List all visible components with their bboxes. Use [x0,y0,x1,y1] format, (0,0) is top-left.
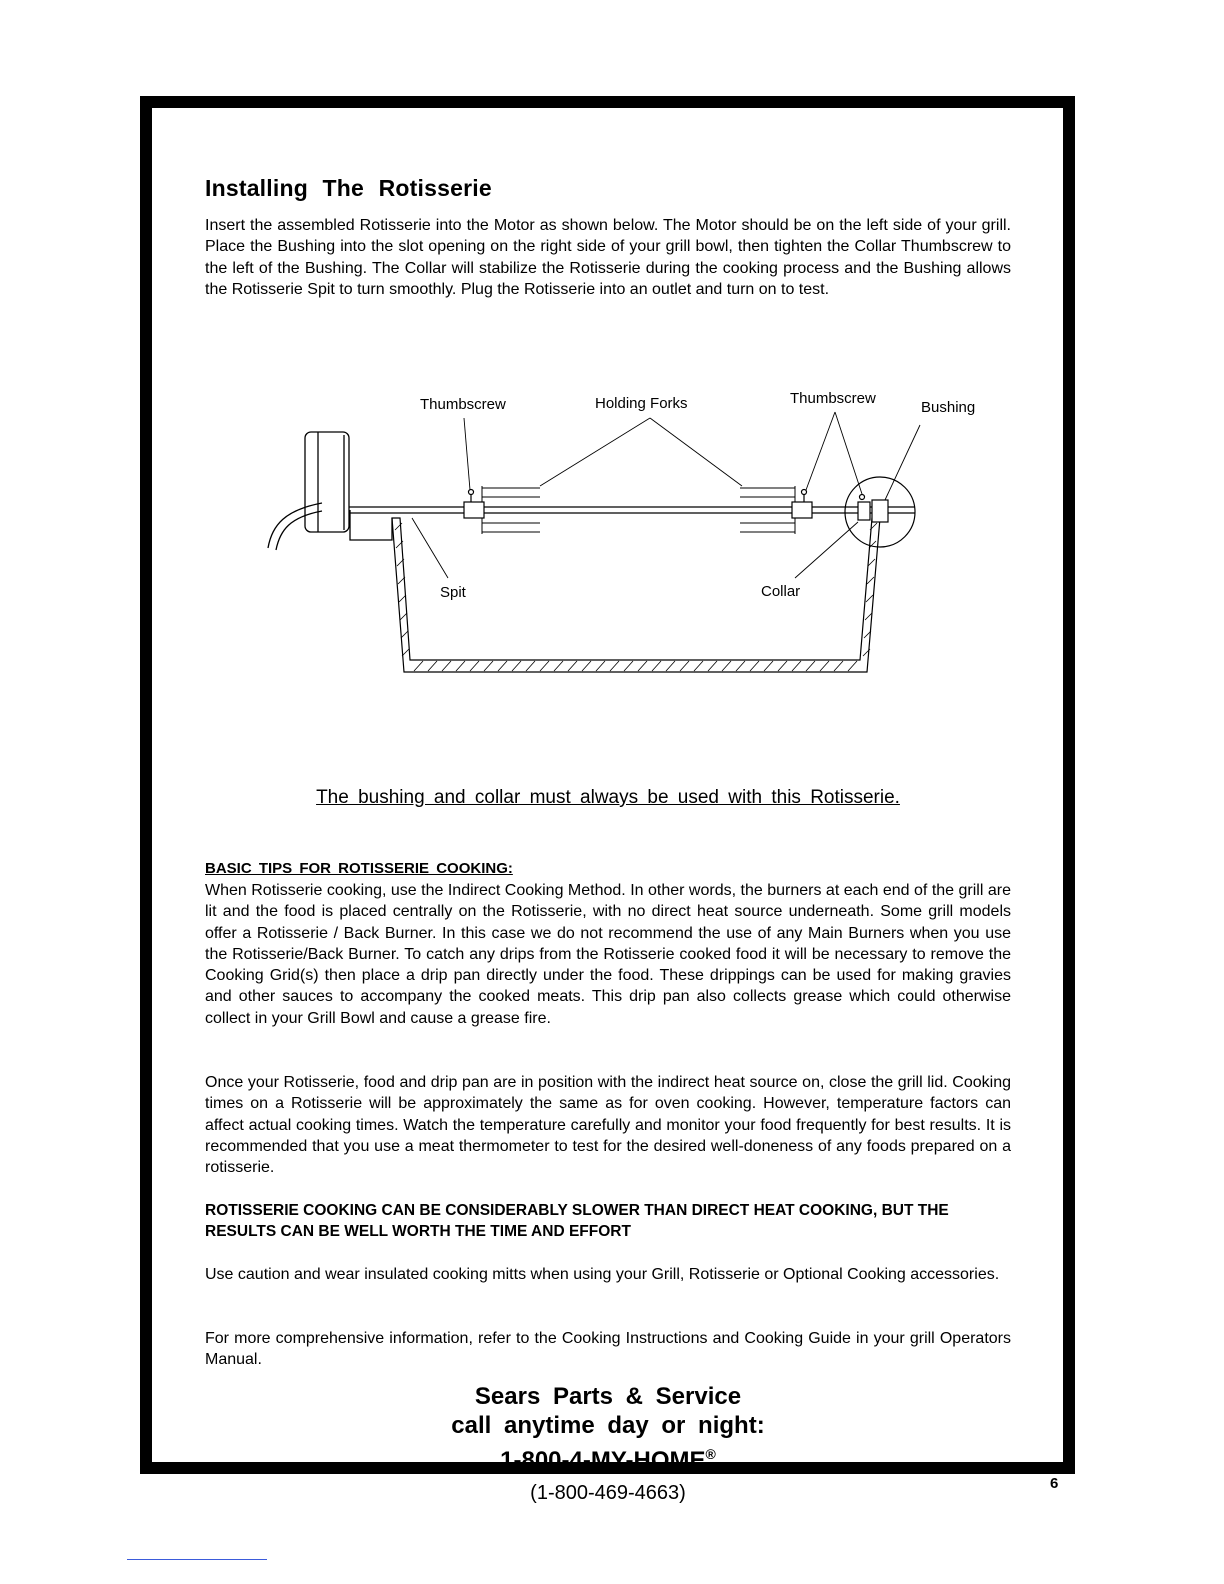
motor [268,432,392,550]
bowl-hatch-mark [442,661,451,671]
holding-forks [482,486,795,534]
label-collar: Collar [761,583,801,600]
bowl-hatch-mark [750,661,759,671]
service-phone-numeric: (1-800-469-4663) [530,1482,686,1504]
bowl-hatch-mark [526,661,535,671]
bowl-hatch-mark [652,661,661,671]
tips-paragraph-3: Use caution and wear insulated cooking mitts when using your Grill, Rotisserie or Optional Cooking accessories. [205,1266,1000,1283]
bowl-hatch-mark [582,661,591,671]
bowl-hatch-mark [610,661,619,671]
bowl-hatch-mark [666,661,675,671]
bowl-hatch-mark [484,661,493,671]
page-title: Installing The Rotisserie [205,175,492,201]
label-spit: Spit [440,584,466,601]
label-thumbscrew-right: Thumbscrew [790,390,876,407]
service-phone-line [205,1440,1011,1475]
bowl-hatch-mark [512,661,521,671]
bowl-hatch-mark [414,661,423,671]
service-line-1: Sears Parts & Service [474,1383,742,1410]
intro-paragraph: Insert the assembled Rotisserie into the Motor as shown below. The Motor should be on the left side of your grill. Place the Bushing into the slot opening on the right side of your grill bowl, then tighten the Collar Thumbscrew to the left of the Bushing. The Collar will stabilize the Rotisserie during the cooking process and the Bushing allows the Rotisserie Spit to turn smoothly. Plug the Rotisserie into an outlet and turn on to test. [205,217,1011,298]
collar-left [464,490,484,519]
tips-paragraph-4: For more comprehensive information, refer to the Cooking Instructions and Cooking Guide in your grill Operators Manual. [205,1330,1011,1369]
bowl-hatch-mark [820,661,829,671]
bowl-hatch-mark [764,661,773,671]
bowl-hatch-mark [848,661,857,671]
bowl-hatch-mark [498,661,507,671]
leader-lines [412,412,920,578]
bowl-hatch-mark [792,661,801,671]
page-number: 6 [1050,1475,1059,1492]
footnote-rule [127,1559,267,1560]
bowl-hatch-mark [806,661,815,671]
warning-note: The bushing and collar must always be used with this Rotisserie. [316,787,900,808]
service-phone: 1-800-4-MY-HOME [500,1447,706,1474]
bowl-hatch-mark [736,661,745,671]
label-bushing: Bushing [921,399,976,416]
bowl-hatch-mark [568,661,577,671]
bowl-hatch-mark [708,661,717,671]
service-contact-block [205,1382,1011,1508]
bowl-hatch-mark [778,661,787,671]
bowl-hatch-mark [834,661,843,671]
bushing-detail [845,477,915,547]
spit [349,507,915,513]
service-line-2: call anytime day or night: [451,1412,765,1439]
bowl-hatch-mark [596,661,605,671]
bowl-hatch-mark [470,661,479,671]
bowl-hatch-mark [456,661,465,671]
tips-paragraph-1: When Rotisserie cooking, use the Indirect Cooking Method. In other words, the burners at each end of the grill are lit and the food is placed centrally on the Rotisserie, with no direct heat source underneath. Some grill models offer a Rotisserie / Back Burner. In this case we do not recommend the use of any Main Burners when you use the Rotisserie/Back Burner. To catch any drips from the Rotisserie cooked food it will be necessary to remove the Cooking Grid(s) then place a drip pan directly under the food. These drippings can be used for making gravies and other sauces to accompany the cooked meats. This drip pan also collects grease which could otherwise collect in your Grill Bowl and cause a grease fire. [205,882,1011,1027]
bowl-hatch-mark [694,661,703,671]
bowl-hatch-mark [554,661,563,671]
label-thumbscrew-left: Thumbscrew [420,396,506,413]
tips-bold-notice: ROTISSERIE COOKING CAN BE CONSIDERABLY SLOWER THAN DIRECT HEAT COOKING, BUT THE RESULTS CAN BE WELL WORTH THE TIME AND EFFORT [205,1202,949,1241]
bowl-hatch-mark [722,661,731,671]
tips-paragraph-2: Once your Rotisserie, food and drip pan are in position with the indirect heat source on, close the grill lid. Cooking times on a Rotisserie will be approximately the same as for oven cooking. However, temperature factors can affect actual cooking times. Watch the temperature carefully and monitor your food frequently for best results. It is recommended that you use a meat thermometer to test for the desired well-doneness of any foods prepared on a rotisserie. [205,1074,1011,1177]
bowl-hatch-mark [428,661,437,671]
label-holding-forks: Holding Forks [595,395,688,412]
bowl-hatch-mark [540,661,549,671]
bowl-hatch-mark [680,661,689,671]
bowl-hatch-mark [624,661,633,671]
rotisserie-diagram [240,380,1000,690]
bowl-hatch-mark [638,661,647,671]
registered-mark: ® [705,1446,716,1462]
tips-heading: BASIC TIPS FOR ROTISSERIE COOKING: [205,860,513,877]
